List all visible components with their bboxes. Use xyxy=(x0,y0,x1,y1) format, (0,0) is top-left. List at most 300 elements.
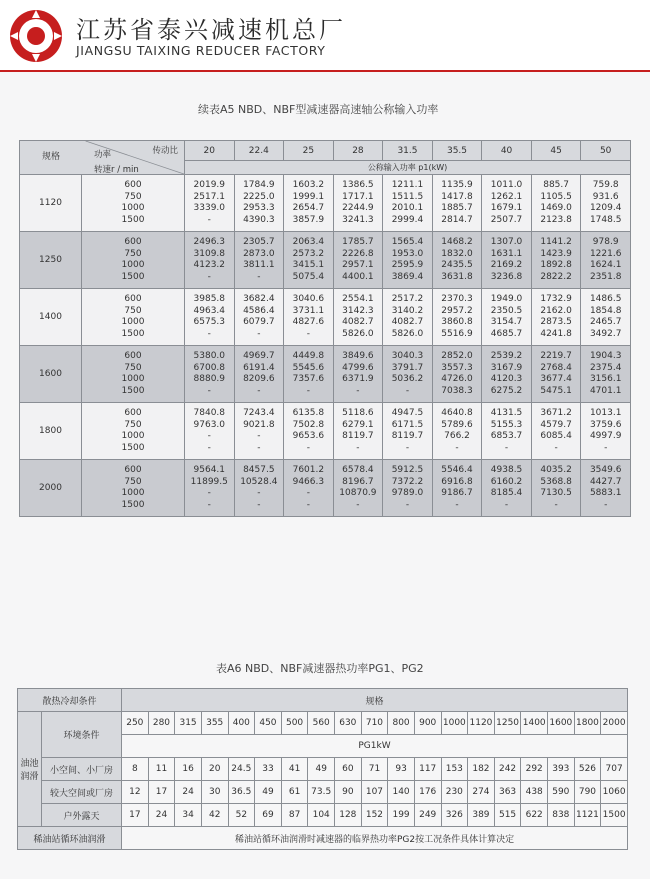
power-value: 7502.8 xyxy=(292,419,325,430)
power-value: 2123.8 xyxy=(540,214,572,225)
power-cell xyxy=(383,289,433,346)
power-value: 438 xyxy=(521,781,548,804)
condition-label: 小空间、小厂房 xyxy=(42,758,122,781)
power-value: 2370.3 xyxy=(441,294,473,304)
power-value: - xyxy=(405,442,410,453)
ratio-header: 50 xyxy=(581,141,631,161)
power-value: 11899.5 xyxy=(190,476,228,487)
power-value: 2999.4 xyxy=(391,214,424,225)
power-value: 7601.2 xyxy=(292,465,325,475)
power-value: 104 xyxy=(308,804,335,827)
power-cell xyxy=(284,232,334,289)
power-cell xyxy=(581,346,631,403)
power-value: 153 xyxy=(441,758,468,781)
power-value: 1511.5 xyxy=(391,191,424,202)
power-cell xyxy=(432,460,482,517)
power-value: 1904.3 xyxy=(589,351,622,361)
power-value: 292 xyxy=(521,758,548,781)
power-value: 6578.4 xyxy=(342,465,374,475)
power-value: - xyxy=(257,499,261,510)
spec-value: 450 xyxy=(255,712,282,735)
power-value: 1469.0 xyxy=(540,203,572,213)
spec-value: 250 xyxy=(122,712,149,735)
power-value: 11 xyxy=(148,758,175,781)
power-value: 1565.4 xyxy=(391,237,424,247)
power-value: 93 xyxy=(388,758,415,781)
spec-value: 355 xyxy=(201,712,228,735)
spec-value: 710 xyxy=(361,712,388,735)
circulation-label: 稀油站循环油润滑 xyxy=(18,827,122,850)
power-value: 5155.3 xyxy=(490,419,523,430)
ratio-header: 22.4 xyxy=(234,141,284,161)
power-value: 3492.7 xyxy=(589,328,622,339)
spec-cell: 1600 xyxy=(20,346,82,403)
power-value: 6085.4 xyxy=(540,431,572,441)
spec-value: 1800 xyxy=(574,712,601,735)
power-value: 2019.9 xyxy=(193,180,226,190)
power-cell xyxy=(432,403,482,460)
power-value: 3109.8 xyxy=(193,248,226,259)
power-value: - xyxy=(257,488,261,498)
power-value: 49 xyxy=(255,781,282,804)
speed-value: 1000 xyxy=(121,260,145,270)
power-value: - xyxy=(207,328,211,339)
power-value: - xyxy=(306,499,310,510)
company-logo-icon xyxy=(8,8,64,64)
power-value: 1011.0 xyxy=(490,180,523,190)
table-row xyxy=(20,346,631,403)
power-value: 838 xyxy=(548,804,575,827)
power-value: 33 xyxy=(255,758,282,781)
header-corner xyxy=(20,141,185,175)
speed-value: 1000 xyxy=(121,374,145,384)
header-divider xyxy=(0,70,650,72)
unit-label: 公称输入功率 p1(kW) xyxy=(185,161,631,175)
power-value: 2010.1 xyxy=(391,203,424,213)
power-value: 4449.8 xyxy=(292,351,325,361)
power-value: 152 xyxy=(361,804,388,827)
power-cell xyxy=(234,175,284,232)
power-value: - xyxy=(405,385,410,396)
power-value: 1262.1 xyxy=(490,191,523,202)
power-value: - xyxy=(207,488,211,498)
power-cell xyxy=(383,175,433,232)
power-value: 2517.2 xyxy=(391,294,424,304)
cooling-label: 散热冷却条件 xyxy=(18,689,122,712)
power-value: 1717.1 xyxy=(342,191,374,202)
condition-label: 较大空间或厂房 xyxy=(42,781,122,804)
power-cell xyxy=(383,346,433,403)
power-value: - xyxy=(455,499,459,510)
power-value: 8209.6 xyxy=(243,374,275,384)
power-cell xyxy=(284,403,334,460)
speed-value: 1500 xyxy=(121,271,145,282)
power-value: 2873.5 xyxy=(540,317,572,327)
oil-text: 润滑 xyxy=(20,772,39,782)
power-value: 590 xyxy=(548,781,575,804)
power-value: 1603.2 xyxy=(292,180,325,190)
power-value: 4035.2 xyxy=(540,465,572,475)
speed-value: 600 xyxy=(124,351,142,361)
ratio-header: 45 xyxy=(531,141,581,161)
power-value: 3154.7 xyxy=(490,317,523,327)
power-value: 5826.0 xyxy=(391,328,424,339)
power-value: 4685.7 xyxy=(490,328,523,339)
power-value: - xyxy=(306,385,310,396)
power-value: 3731.1 xyxy=(292,305,325,316)
power-value: 9789.0 xyxy=(391,488,424,498)
power-value: - xyxy=(504,499,509,510)
power-value: 7840.8 xyxy=(193,408,226,418)
power-value: 3671.2 xyxy=(540,408,572,418)
power-value: 9186.7 xyxy=(441,488,473,498)
ratio-header: 31.5 xyxy=(383,141,433,161)
power-value: 3677.4 xyxy=(540,374,572,384)
power-value: 4701.1 xyxy=(589,385,622,396)
power-value: 6191.4 xyxy=(243,362,275,373)
power-value: 3167.9 xyxy=(490,362,523,373)
power-value: 12 xyxy=(122,781,149,804)
power-value: 36.5 xyxy=(228,781,255,804)
power-value: 10870.9 xyxy=(339,488,377,498)
oil-text: 油池 xyxy=(20,759,39,769)
spec-cell: 1250 xyxy=(20,232,82,289)
table-row xyxy=(18,781,628,804)
power-value: 4947.5 xyxy=(391,408,424,418)
power-value: 4120.3 xyxy=(490,374,523,384)
power-value: 1784.9 xyxy=(243,180,275,190)
speed-cell xyxy=(82,232,185,289)
power-value: 2435.5 xyxy=(441,260,473,270)
power-value: 8119.7 xyxy=(342,431,374,441)
ratio-header: 28 xyxy=(333,141,383,161)
power-value: - xyxy=(257,328,261,339)
spec-cell: 2000 xyxy=(20,460,82,517)
spec-value: 560 xyxy=(308,712,335,735)
power-value: 249 xyxy=(414,804,441,827)
power-value: 182 xyxy=(468,758,495,781)
power-value: 4963.4 xyxy=(193,305,226,316)
power-value: 2873.0 xyxy=(243,248,275,259)
power-value: 7372.2 xyxy=(391,476,424,487)
power-value: 5826.0 xyxy=(342,328,374,339)
power-value: 2539.2 xyxy=(490,351,523,361)
power-value: 3857.9 xyxy=(292,214,325,225)
power-value: 2225.0 xyxy=(243,191,275,202)
speed-value: 600 xyxy=(124,237,142,247)
power-value: 8196.7 xyxy=(342,476,374,487)
table-row xyxy=(20,289,631,346)
power-cell xyxy=(531,289,581,346)
power-cell xyxy=(432,232,482,289)
power-value: 3142.3 xyxy=(342,305,374,316)
power-value: 1423.9 xyxy=(540,248,572,259)
power-value: 1209.4 xyxy=(589,203,622,213)
power-value: - xyxy=(405,499,410,510)
power-value: - xyxy=(356,499,360,510)
power-value: 1785.7 xyxy=(342,237,374,247)
power-value: 3040.3 xyxy=(391,351,424,361)
spec-value: 280 xyxy=(148,712,175,735)
power-value: 5380.0 xyxy=(193,351,226,361)
power-value: 6275.2 xyxy=(490,385,523,396)
power-value: 1885.7 xyxy=(441,203,473,213)
power-value: 242 xyxy=(494,758,521,781)
power-value: 1211.1 xyxy=(391,180,424,190)
company-name-en: JIANGSU TAIXING REDUCER FACTORY xyxy=(76,43,326,58)
spec-value: 400 xyxy=(228,712,255,735)
power-cell xyxy=(284,346,334,403)
power-value: 5475.1 xyxy=(540,385,572,396)
power-value: 9564.1 xyxy=(193,465,226,475)
spec-cell: 1120 xyxy=(20,175,82,232)
power-cell xyxy=(482,232,532,289)
power-cell xyxy=(482,403,532,460)
power-value: 1500 xyxy=(601,804,628,827)
power-cell xyxy=(581,232,631,289)
speed-value: 600 xyxy=(124,408,142,418)
power-cell xyxy=(383,460,433,517)
power-cell xyxy=(581,403,631,460)
ratio-label: 传动比 xyxy=(152,146,178,156)
speed-value: 750 xyxy=(124,305,142,316)
power-value: 9466.3 xyxy=(292,476,325,487)
spec-value: 1400 xyxy=(521,712,548,735)
power-value: 3759.6 xyxy=(589,419,622,430)
table-row xyxy=(18,758,628,781)
power-value: 4640.8 xyxy=(441,408,473,418)
power-cell xyxy=(581,175,631,232)
power-value: 3339.0 xyxy=(193,203,226,213)
power-cell xyxy=(581,289,631,346)
env-label: 环境条件 xyxy=(42,712,122,758)
power-value: 1468.2 xyxy=(441,237,473,247)
power-value: 2226.8 xyxy=(342,248,374,259)
spec-value: 1000 xyxy=(441,712,468,735)
power-value: 5368.8 xyxy=(540,476,572,487)
power-cell xyxy=(185,460,235,517)
power-value: 4938.5 xyxy=(490,465,523,475)
power-value: 885.7 xyxy=(543,180,569,190)
power-value: - xyxy=(207,499,211,510)
power-value: 1748.5 xyxy=(589,214,622,225)
power-value: - xyxy=(306,442,310,453)
power-cell xyxy=(333,460,383,517)
speed-value: 750 xyxy=(124,476,142,487)
spec-value: 900 xyxy=(414,712,441,735)
power-value: 7357.6 xyxy=(292,374,325,384)
power-value: 9653.6 xyxy=(292,431,325,441)
power-value: - xyxy=(356,442,360,453)
speed-cell xyxy=(82,175,185,232)
power-value: 10528.4 xyxy=(240,476,278,487)
power-value: - xyxy=(207,442,211,453)
table-row xyxy=(20,232,631,289)
power-value: 3682.4 xyxy=(243,294,275,304)
power-value: 90 xyxy=(335,781,362,804)
power-value: 6135.8 xyxy=(292,408,325,418)
power-value: - xyxy=(604,499,608,510)
power-value: 2350.5 xyxy=(490,305,523,316)
power-value: 526 xyxy=(574,758,601,781)
power-cell xyxy=(432,289,482,346)
speed-value: 1000 xyxy=(121,431,145,441)
power-value: 274 xyxy=(468,781,495,804)
power-value: 5883.1 xyxy=(589,488,622,498)
power-value: 1999.1 xyxy=(292,191,325,202)
table-a5-caption: 续表A5 NBD、NBF型减速器高速轴公称输入功率 xyxy=(198,103,439,116)
power-cell xyxy=(482,346,532,403)
speed-value: 600 xyxy=(124,294,142,304)
power-cell xyxy=(185,232,235,289)
speed-cell xyxy=(82,460,185,517)
power-cell xyxy=(185,175,235,232)
power-cell xyxy=(333,232,383,289)
power-value: 1386.5 xyxy=(342,180,374,190)
power-value: 4082.7 xyxy=(391,317,424,327)
power-value: 4427.7 xyxy=(589,476,622,487)
power-value: 707 xyxy=(601,758,628,781)
power-value: 3156.1 xyxy=(589,374,622,384)
ratio-header: 40 xyxy=(482,141,532,161)
power-value: 30 xyxy=(201,781,228,804)
speed-value: 750 xyxy=(124,419,142,430)
power-value: 117 xyxy=(414,758,441,781)
table-a6 xyxy=(17,688,628,850)
power-value: 6079.7 xyxy=(243,317,275,327)
power-value: 3860.8 xyxy=(441,317,473,327)
speed-value: 600 xyxy=(124,180,142,190)
power-value: 230 xyxy=(441,781,468,804)
power-value: 8119.7 xyxy=(391,431,424,441)
power-value: 3631.8 xyxy=(441,271,473,282)
power-cell xyxy=(383,403,433,460)
power-value: 790 xyxy=(574,781,601,804)
power-value: - xyxy=(207,214,211,225)
power-value: 3557.3 xyxy=(441,362,473,373)
power-value: 4586.4 xyxy=(243,305,275,316)
power-value: 622 xyxy=(521,804,548,827)
spec-value: 2000 xyxy=(601,712,628,735)
power-value: 2507.7 xyxy=(490,214,523,225)
power-value: 3415.1 xyxy=(292,260,325,270)
speed-value: 1500 xyxy=(121,214,145,225)
power-value: 2351.8 xyxy=(589,271,622,282)
speed-value: 1000 xyxy=(121,488,145,498)
power-value: 20 xyxy=(201,758,228,781)
power-cell xyxy=(333,289,383,346)
power-value: 1624.1 xyxy=(589,260,622,270)
power-value: 1953.0 xyxy=(391,248,424,259)
power-value: 3985.8 xyxy=(193,294,226,304)
power-cell xyxy=(284,460,334,517)
power-value: 1631.1 xyxy=(490,248,523,259)
power-value: 2305.7 xyxy=(243,237,275,247)
power-value: - xyxy=(504,442,509,453)
power-cell xyxy=(234,289,284,346)
power-value: 6853.7 xyxy=(490,431,523,441)
speed-value: 750 xyxy=(124,362,142,373)
power-value: 4799.6 xyxy=(342,362,374,373)
power-value: 199 xyxy=(388,804,415,827)
power-value: 2244.9 xyxy=(342,203,374,213)
power-value: 5789.6 xyxy=(441,419,473,430)
power-value: 2957.1 xyxy=(342,260,374,270)
power-value: 1307.0 xyxy=(490,237,523,247)
ratio-header: 35.5 xyxy=(432,141,482,161)
table-row xyxy=(20,460,631,517)
power-value: 4969.7 xyxy=(243,351,275,361)
power-value: 60 xyxy=(335,758,362,781)
power-value: 4241.8 xyxy=(540,328,572,339)
power-cell xyxy=(482,289,532,346)
power-value: 5118.6 xyxy=(342,408,374,418)
power-value: 1892.8 xyxy=(540,260,572,270)
power-value: - xyxy=(306,488,310,498)
power-value: 3040.6 xyxy=(292,294,325,304)
power-value: 326 xyxy=(441,804,468,827)
power-cell xyxy=(482,460,532,517)
power-value: 1105.5 xyxy=(540,191,572,202)
power-cell xyxy=(234,460,284,517)
power-value: 17 xyxy=(148,781,175,804)
spec-value: 500 xyxy=(281,712,308,735)
power-value: 4400.1 xyxy=(342,271,374,282)
speed-value: 1000 xyxy=(121,317,145,327)
spec-value: 1120 xyxy=(468,712,495,735)
ratio-header: 20 xyxy=(185,141,235,161)
power-value: 8880.9 xyxy=(193,374,226,384)
speed-value: 750 xyxy=(124,191,142,202)
power-value: 5545.6 xyxy=(292,362,325,373)
speed-value: 750 xyxy=(124,248,142,259)
power-value: 1141.2 xyxy=(540,237,572,247)
power-value: 5036.2 xyxy=(391,374,424,384)
power-value: 107 xyxy=(361,781,388,804)
power-value: - xyxy=(306,328,310,339)
power-value: 1949.0 xyxy=(490,294,523,304)
power-value: 3849.6 xyxy=(342,351,374,361)
speed-cell xyxy=(82,289,185,346)
power-value: - xyxy=(604,442,608,453)
power-value: 1221.6 xyxy=(589,248,622,259)
power-value: - xyxy=(257,431,261,441)
power-value: 3241.3 xyxy=(342,214,374,225)
power-value: 2822.2 xyxy=(540,271,572,282)
power-value: 2169.2 xyxy=(490,260,523,270)
power-value: 1121 xyxy=(574,804,601,827)
power-value: 363 xyxy=(494,781,521,804)
power-value: 5546.4 xyxy=(441,465,473,475)
power-value: 7243.4 xyxy=(243,408,275,418)
power-value: 176 xyxy=(414,781,441,804)
power-value: 2852.0 xyxy=(441,351,473,361)
table-a6-caption: 表A6 NBD、NBF减速器热功率PG1、PG2 xyxy=(216,662,424,675)
power-value: 2465.7 xyxy=(589,317,622,327)
power-value: 978.9 xyxy=(592,237,619,247)
power-cell xyxy=(333,346,383,403)
spec-cell: 1800 xyxy=(20,403,82,460)
power-value: 1832.0 xyxy=(441,248,473,259)
power-value: 5912.5 xyxy=(391,465,424,475)
spec-value: 315 xyxy=(175,712,202,735)
power-value: 6916.8 xyxy=(441,476,473,487)
power-value: 5516.9 xyxy=(441,328,473,339)
power-value: 128 xyxy=(335,804,362,827)
power-value: 1732.9 xyxy=(540,294,572,304)
power-value: 34 xyxy=(175,804,202,827)
power-value: - xyxy=(257,271,261,282)
